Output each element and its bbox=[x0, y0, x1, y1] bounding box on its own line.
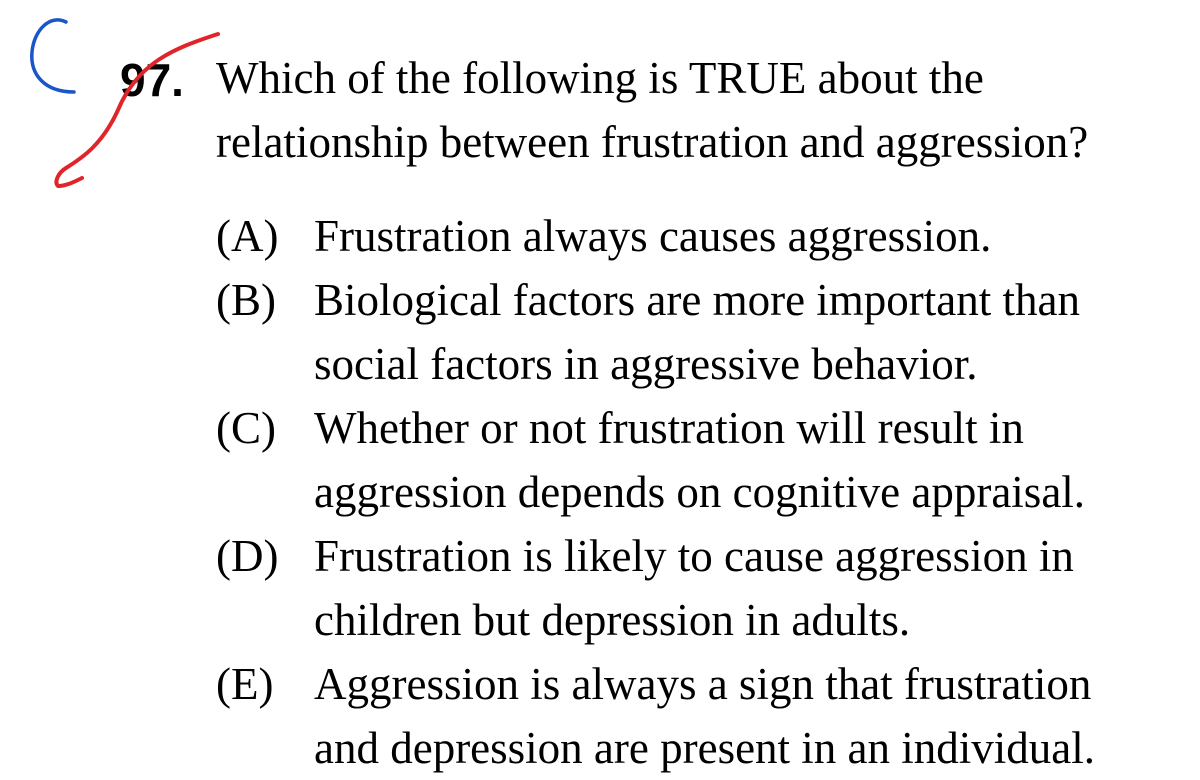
choice-text: children but depression in adults. bbox=[314, 595, 911, 645]
choice-text: Aggression is always a sign that frustration bbox=[314, 659, 1092, 709]
choice-letter: (B) bbox=[216, 275, 276, 325]
choice-letter: (A) bbox=[216, 211, 279, 261]
choice-letter: (C) bbox=[216, 403, 276, 453]
stem-line: relationship between frustration and aggression? bbox=[216, 117, 1089, 167]
choice-text: Frustration always causes aggression. bbox=[314, 211, 992, 261]
choice-d bbox=[216, 524, 1196, 652]
choice-c bbox=[216, 396, 1196, 524]
choice-a bbox=[216, 204, 1196, 268]
choice-text: and depression are present in an individual. bbox=[314, 723, 1096, 773]
question-stem bbox=[216, 46, 1196, 174]
answer-choices bbox=[216, 204, 1196, 780]
choice-text: aggression depends on cognitive appraisal. bbox=[314, 467, 1086, 517]
choice-letter: (E) bbox=[216, 659, 274, 709]
choice-text: social factors in aggressive behavior. bbox=[314, 339, 978, 389]
question-number: 97. bbox=[120, 54, 184, 106]
choice-b bbox=[216, 268, 1196, 396]
choice-text: Whether or not frustration will result in bbox=[314, 403, 1024, 453]
choice-letter: (D) bbox=[216, 531, 279, 581]
stem-line: Which of the following is TRUE about the bbox=[216, 53, 984, 103]
choice-text: Biological factors are more important than bbox=[314, 275, 1080, 325]
choice-text: Frustration is likely to cause aggression in bbox=[314, 531, 1074, 581]
choice-e bbox=[216, 652, 1196, 780]
handwritten-answer-c bbox=[32, 20, 74, 92]
